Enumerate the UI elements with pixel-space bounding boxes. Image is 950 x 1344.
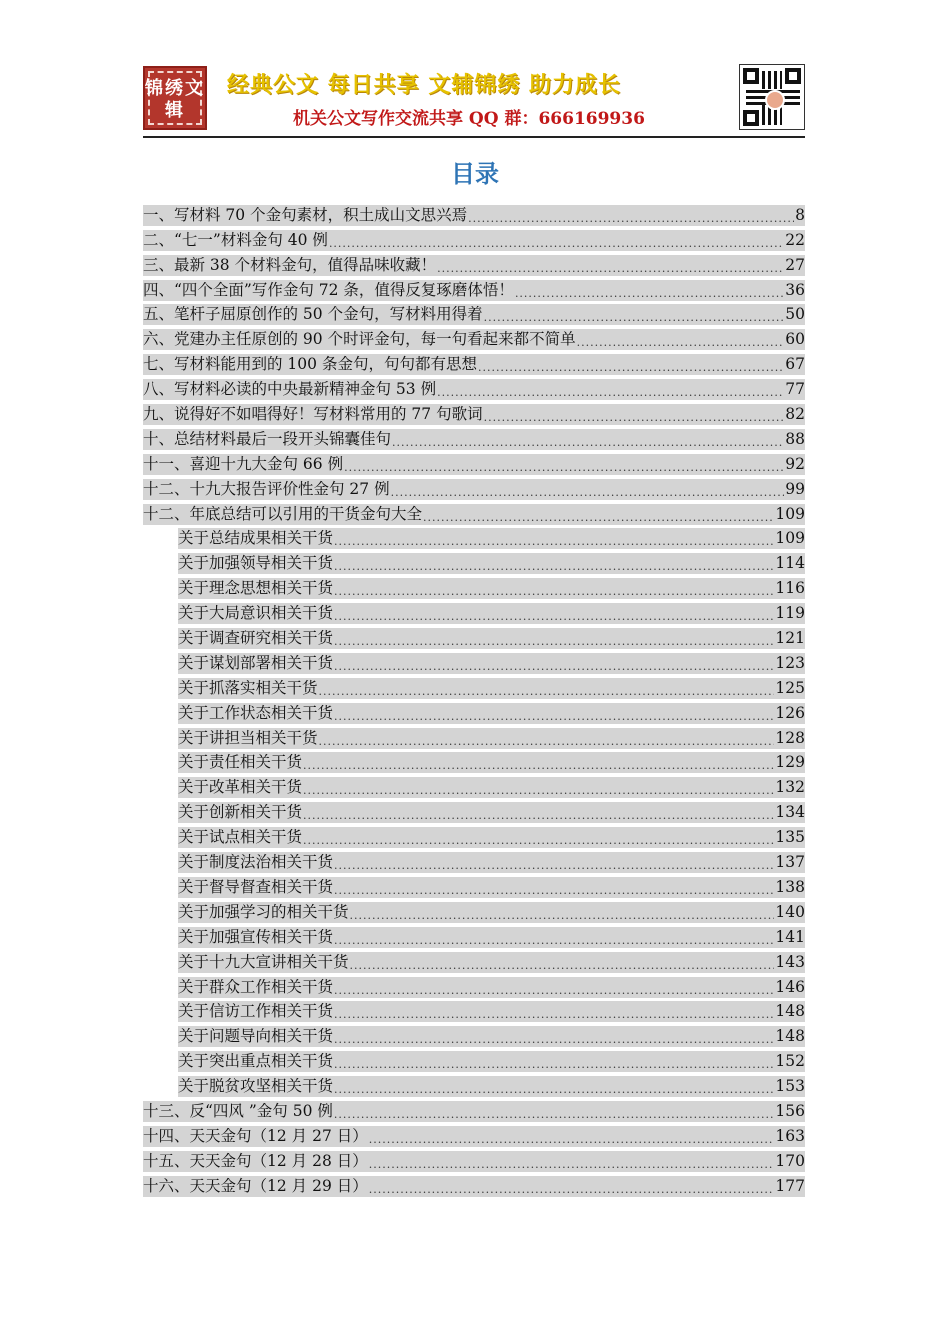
toc-entry-highlight xyxy=(178,628,805,649)
toc-entry[interactable] xyxy=(143,425,805,450)
toc-leader-dots xyxy=(350,908,775,923)
toc-subentry[interactable] xyxy=(143,699,805,724)
toc-leader-dots xyxy=(334,858,774,873)
toc-entry-highlight xyxy=(178,703,805,724)
toc-entry[interactable] xyxy=(143,226,805,251)
toc-page-number: 148 xyxy=(775,1002,805,1021)
toc-entry-label: 二、“七一”材料金句 40 例 xyxy=(143,230,328,249)
toc-entry-highlight xyxy=(178,802,805,823)
toc-entry-label: 关于加强宣传相关干货 xyxy=(178,927,334,946)
toc-entry-highlight xyxy=(143,504,805,525)
toc-entry-label: 十、总结材料最后一段开头锦囊佳句 xyxy=(143,429,392,448)
toc-entry-highlight xyxy=(143,354,805,375)
toc-subentry[interactable] xyxy=(143,773,805,798)
toc-entry-highlight xyxy=(178,827,805,848)
toc-subentry[interactable] xyxy=(143,873,805,898)
toc-entry-label: 四、“四个全面”写作金句 72 条，值得反复琢磨体悟！ xyxy=(143,280,514,299)
toc-entry-label: 关于突出重点相关干货 xyxy=(178,1052,334,1071)
toc-entry-label: 关于总结成果相关干货 xyxy=(178,529,334,548)
toc-entry-label: 八、写材料必读的中央最新精神金句 53 例 xyxy=(143,380,437,399)
toc-leader-dots xyxy=(391,485,785,500)
header-divider xyxy=(143,136,805,138)
toc-subentry[interactable] xyxy=(143,549,805,574)
toc-page-number: 116 xyxy=(775,579,805,598)
toc-entry-highlight xyxy=(143,1126,805,1147)
toc-leader-dots xyxy=(369,1132,775,1147)
toc-leader-dots xyxy=(329,236,784,251)
toc-page-number: 148 xyxy=(775,1027,805,1046)
toc-entry-highlight xyxy=(178,1076,805,1097)
toc-page-number: 146 xyxy=(775,977,805,996)
toc-page-number: 109 xyxy=(775,529,805,548)
avatar xyxy=(765,90,785,110)
toc-entry[interactable] xyxy=(143,1172,805,1197)
toc-entry-label: 关于脱贫攻坚相关干货 xyxy=(178,1077,334,1096)
toc-entry-highlight xyxy=(143,1176,805,1197)
toc-page-number: 177 xyxy=(775,1176,805,1195)
toc-page-number: 134 xyxy=(775,803,805,822)
toc-entry[interactable] xyxy=(143,500,805,525)
toc-page-number: 170 xyxy=(775,1151,805,1170)
toc-entry-highlight xyxy=(178,653,805,674)
toc-subentry[interactable] xyxy=(143,1047,805,1072)
toc-page-number: 128 xyxy=(775,728,805,747)
toc-entry-highlight xyxy=(178,1051,805,1072)
toc-entry-highlight xyxy=(143,379,805,400)
toc-entry-label: 十五、天天金句（12 月 28 日） xyxy=(143,1151,368,1170)
toc-entry[interactable] xyxy=(143,1097,805,1122)
toc-leader-dots xyxy=(334,983,774,998)
toc-page-number: 92 xyxy=(785,454,805,473)
toc-subentry[interactable] xyxy=(143,574,805,599)
toc-leader-dots xyxy=(437,261,784,276)
toc-page-number: 27 xyxy=(785,255,805,274)
toc-entry-label: 关于信访工作相关干货 xyxy=(178,1002,334,1021)
toc-leader-dots xyxy=(423,510,774,525)
toc-entry-label: 关于调查研究相关干货 xyxy=(178,629,334,648)
toc-page-number: 99 xyxy=(785,479,805,498)
toc-entry-label: 关于加强领导相关干货 xyxy=(178,554,334,573)
toc-page-number: 126 xyxy=(775,703,805,722)
toc-entry[interactable] xyxy=(143,1122,805,1147)
toc-page-number: 119 xyxy=(775,604,805,623)
toc-leader-dots xyxy=(484,410,785,425)
toc-entry-label: 七、写材料能用到的 100 条金句，句句都有思想 xyxy=(143,355,477,374)
toc-entry-highlight xyxy=(178,752,805,773)
toc-entry-label: 关于谋划部署相关干货 xyxy=(178,653,334,672)
toc-entry[interactable] xyxy=(143,450,805,475)
toc-page-number: 67 xyxy=(785,355,805,374)
toc-page-number: 82 xyxy=(785,405,805,424)
toc-entry-label: 十一、喜迎十九大金句 66 例 xyxy=(143,454,344,473)
toc-subentry[interactable] xyxy=(143,749,805,774)
toc-subentry[interactable] xyxy=(143,798,805,823)
toc-entry-label: 三、最新 38 个材料金句，值得品味收藏！ xyxy=(143,255,437,274)
page-header xyxy=(143,64,805,136)
toc-entry-label: 关于大局意识相关干货 xyxy=(178,604,334,623)
toc-leader-dots xyxy=(334,534,774,549)
toc-leader-dots xyxy=(334,1107,775,1122)
toc-leader-dots xyxy=(515,286,784,301)
toc-entry-label: 关于制度法治相关干货 xyxy=(178,853,334,872)
toc-subentry[interactable] xyxy=(143,674,805,699)
toc-leader-dots xyxy=(334,1082,774,1097)
toc-subentry[interactable] xyxy=(143,823,805,848)
toc-leader-dots xyxy=(350,958,775,973)
toc-page-number: 135 xyxy=(775,828,805,847)
toc-page-number: 50 xyxy=(785,305,805,324)
toc-page-number: 125 xyxy=(775,678,805,697)
toc-leader-dots xyxy=(319,684,775,699)
toc-entry-highlight xyxy=(178,927,805,948)
logo-text: 锦绣文辑 xyxy=(145,78,205,121)
toc-page-number: 129 xyxy=(775,753,805,772)
toc-subentry[interactable] xyxy=(143,923,805,948)
toc-leader-dots xyxy=(484,310,785,325)
toc-entry-highlight xyxy=(143,429,805,450)
toc-leader-dots xyxy=(478,360,784,375)
toc-subentry[interactable] xyxy=(143,649,805,674)
toc-leader-dots xyxy=(334,659,774,674)
toc-entry-highlight xyxy=(143,1101,805,1122)
toc-entry-highlight xyxy=(178,603,805,624)
toc-entry-highlight xyxy=(143,404,805,425)
toc-page-number: 109 xyxy=(775,504,805,523)
toc-leader-dots xyxy=(334,883,774,898)
toc-page-number: 152 xyxy=(775,1052,805,1071)
toc-entry-label: 关于试点相关干货 xyxy=(178,828,303,847)
toc-entry-label: 关于十九大宣讲相关干货 xyxy=(178,952,349,971)
toc-subentry[interactable] xyxy=(143,624,805,649)
toc-entry-label: 十二、十九大报告评价性金句 27 例 xyxy=(143,479,390,498)
toc-leader-dots xyxy=(334,1007,774,1022)
toc-entry-label: 关于抓落实相关干货 xyxy=(178,678,318,697)
toc-entry[interactable] xyxy=(143,400,805,425)
toc-entry-highlight xyxy=(178,777,805,798)
toc-entry-label: 五、笔杆子屈原创作的 50 个金句，写材料用得着 xyxy=(143,305,483,324)
toc-leader-dots xyxy=(319,734,775,749)
toc-entry-highlight xyxy=(178,578,805,599)
toc-subentry[interactable] xyxy=(143,848,805,873)
brand-logo xyxy=(143,66,207,130)
toc-leader-dots xyxy=(334,1032,774,1047)
toc-entry-highlight xyxy=(178,728,805,749)
toc-entry-label: 十六、天天金句（12 月 29 日） xyxy=(143,1176,368,1195)
toc-entry[interactable] xyxy=(143,375,805,400)
toc-entry-label: 一、写材料 70 个金句素材，积土成山文思兴焉 xyxy=(143,205,468,224)
toc-leader-dots xyxy=(577,335,785,350)
toc-entry-label: 关于讲担当相关干货 xyxy=(178,728,318,747)
toc-entry[interactable] xyxy=(143,325,805,350)
toc-entry-label: 十三、反“四风 ”金句 50 例 xyxy=(143,1101,333,1120)
toc-leader-dots xyxy=(334,609,774,624)
toc-subentry[interactable] xyxy=(143,948,805,973)
toc-entry[interactable] xyxy=(143,1147,805,1172)
toc-page-number: 132 xyxy=(775,778,805,797)
toc-leader-dots xyxy=(369,1182,775,1197)
toc-subentry[interactable] xyxy=(143,973,805,998)
toc-entry-highlight xyxy=(143,255,805,276)
toc-page-number: 22 xyxy=(785,230,805,249)
table-of-contents xyxy=(143,201,805,1197)
toc-entry-highlight xyxy=(143,230,805,251)
toc-entry-highlight xyxy=(178,1026,805,1047)
toc-entry-label: 关于加强学习的相关干货 xyxy=(178,902,349,921)
toc-title: 目录 xyxy=(451,159,499,188)
header-qq-group: 机关公文写作交流共享 QQ 群：666169936 xyxy=(293,109,645,129)
toc-entry-label: 九、说得好不如唱得好！写材料常用的 77 句歌词 xyxy=(143,405,483,424)
toc-page-number: 141 xyxy=(775,927,805,946)
toc-entry-label: 关于问题导向相关干货 xyxy=(178,1027,334,1046)
toc-entry[interactable] xyxy=(143,251,805,276)
toc-entry[interactable] xyxy=(143,276,805,301)
toc-page-number: 77 xyxy=(785,380,805,399)
toc-subentry[interactable] xyxy=(143,898,805,923)
toc-page-number: 143 xyxy=(775,952,805,971)
toc-leader-dots xyxy=(303,808,774,823)
toc-entry-label: 关于理念思想相关干货 xyxy=(178,579,334,598)
toc-entry-highlight xyxy=(178,1001,805,1022)
toc-leader-dots xyxy=(334,584,774,599)
toc-leader-dots xyxy=(303,758,774,773)
toc-page-number: 163 xyxy=(775,1126,805,1145)
toc-entry-highlight xyxy=(178,877,805,898)
toc-page-number: 153 xyxy=(775,1077,805,1096)
toc-leader-dots xyxy=(392,435,784,450)
toc-entry-highlight xyxy=(178,977,805,998)
toc-page-number: 8 xyxy=(795,205,805,224)
toc-leader-dots xyxy=(334,709,774,724)
toc-page-number: 114 xyxy=(775,554,805,573)
toc-entry-label: 关于责任相关干货 xyxy=(178,753,303,772)
toc-entry-highlight xyxy=(143,205,805,226)
toc-entry-highlight xyxy=(143,304,805,325)
toc-entry-label: 十四、天天金句（12 月 27 日） xyxy=(143,1126,368,1145)
header-slogan: 经典公文 每日共享 文辅锦绣 助力成长 xyxy=(227,73,621,98)
toc-entry[interactable] xyxy=(143,350,805,375)
toc-page-number: 88 xyxy=(785,429,805,448)
toc-entry-highlight xyxy=(178,528,805,549)
toc-entry-highlight xyxy=(178,952,805,973)
toc-page-number: 121 xyxy=(775,629,805,648)
toc-entry-label: 关于督导督查相关干货 xyxy=(178,877,334,896)
toc-entry-label: 关于工作状态相关干货 xyxy=(178,703,334,722)
toc-page-number: 140 xyxy=(775,902,805,921)
toc-leader-dots xyxy=(303,783,774,798)
toc-entry-highlight xyxy=(178,553,805,574)
toc-entry[interactable] xyxy=(143,301,805,326)
toc-subentry[interactable] xyxy=(143,724,805,749)
toc-leader-dots xyxy=(369,1157,775,1172)
toc-page-number: 137 xyxy=(775,853,805,872)
toc-subentry[interactable] xyxy=(143,599,805,624)
toc-entry-highlight xyxy=(178,902,805,923)
toc-subentry[interactable] xyxy=(143,1022,805,1047)
toc-entry-highlight xyxy=(178,852,805,873)
toc-leader-dots xyxy=(334,634,774,649)
toc-entry-highlight xyxy=(143,1151,805,1172)
toc-entry[interactable] xyxy=(143,475,805,500)
toc-entry-highlight xyxy=(143,329,805,350)
toc-subentry[interactable] xyxy=(143,998,805,1023)
toc-page-number: 156 xyxy=(775,1101,805,1120)
toc-leader-dots xyxy=(334,559,774,574)
toc-entry-highlight xyxy=(143,479,805,500)
toc-subentry[interactable] xyxy=(143,1072,805,1097)
toc-leader-dots xyxy=(437,385,784,400)
toc-entry-label: 六、党建办主任原创的 90 个时评金句，每一句看起来都不简单 xyxy=(143,330,576,349)
toc-entry-label: 十二、年底总结可以引用的干货金句大全 xyxy=(143,504,423,523)
qr-code-icon xyxy=(739,64,805,130)
toc-entry-label: 关于改革相关干货 xyxy=(178,778,303,797)
toc-leader-dots xyxy=(344,460,784,475)
toc-subentry[interactable] xyxy=(143,525,805,550)
toc-leader-dots xyxy=(303,833,774,848)
toc-entry-highlight xyxy=(143,280,805,301)
toc-entry-label: 关于创新相关干货 xyxy=(178,803,303,822)
toc-page-number: 138 xyxy=(775,877,805,896)
toc-entry-highlight xyxy=(178,678,805,699)
toc-entry-highlight xyxy=(143,454,805,475)
toc-page-number: 60 xyxy=(785,330,805,349)
toc-entry[interactable] xyxy=(143,201,805,226)
toc-entry-label: 关于群众工作相关干货 xyxy=(178,977,334,996)
toc-page-number: 123 xyxy=(775,653,805,672)
toc-leader-dots xyxy=(334,933,774,948)
toc-page-number: 36 xyxy=(785,280,805,299)
toc-leader-dots xyxy=(468,211,794,226)
toc-leader-dots xyxy=(334,1057,774,1072)
